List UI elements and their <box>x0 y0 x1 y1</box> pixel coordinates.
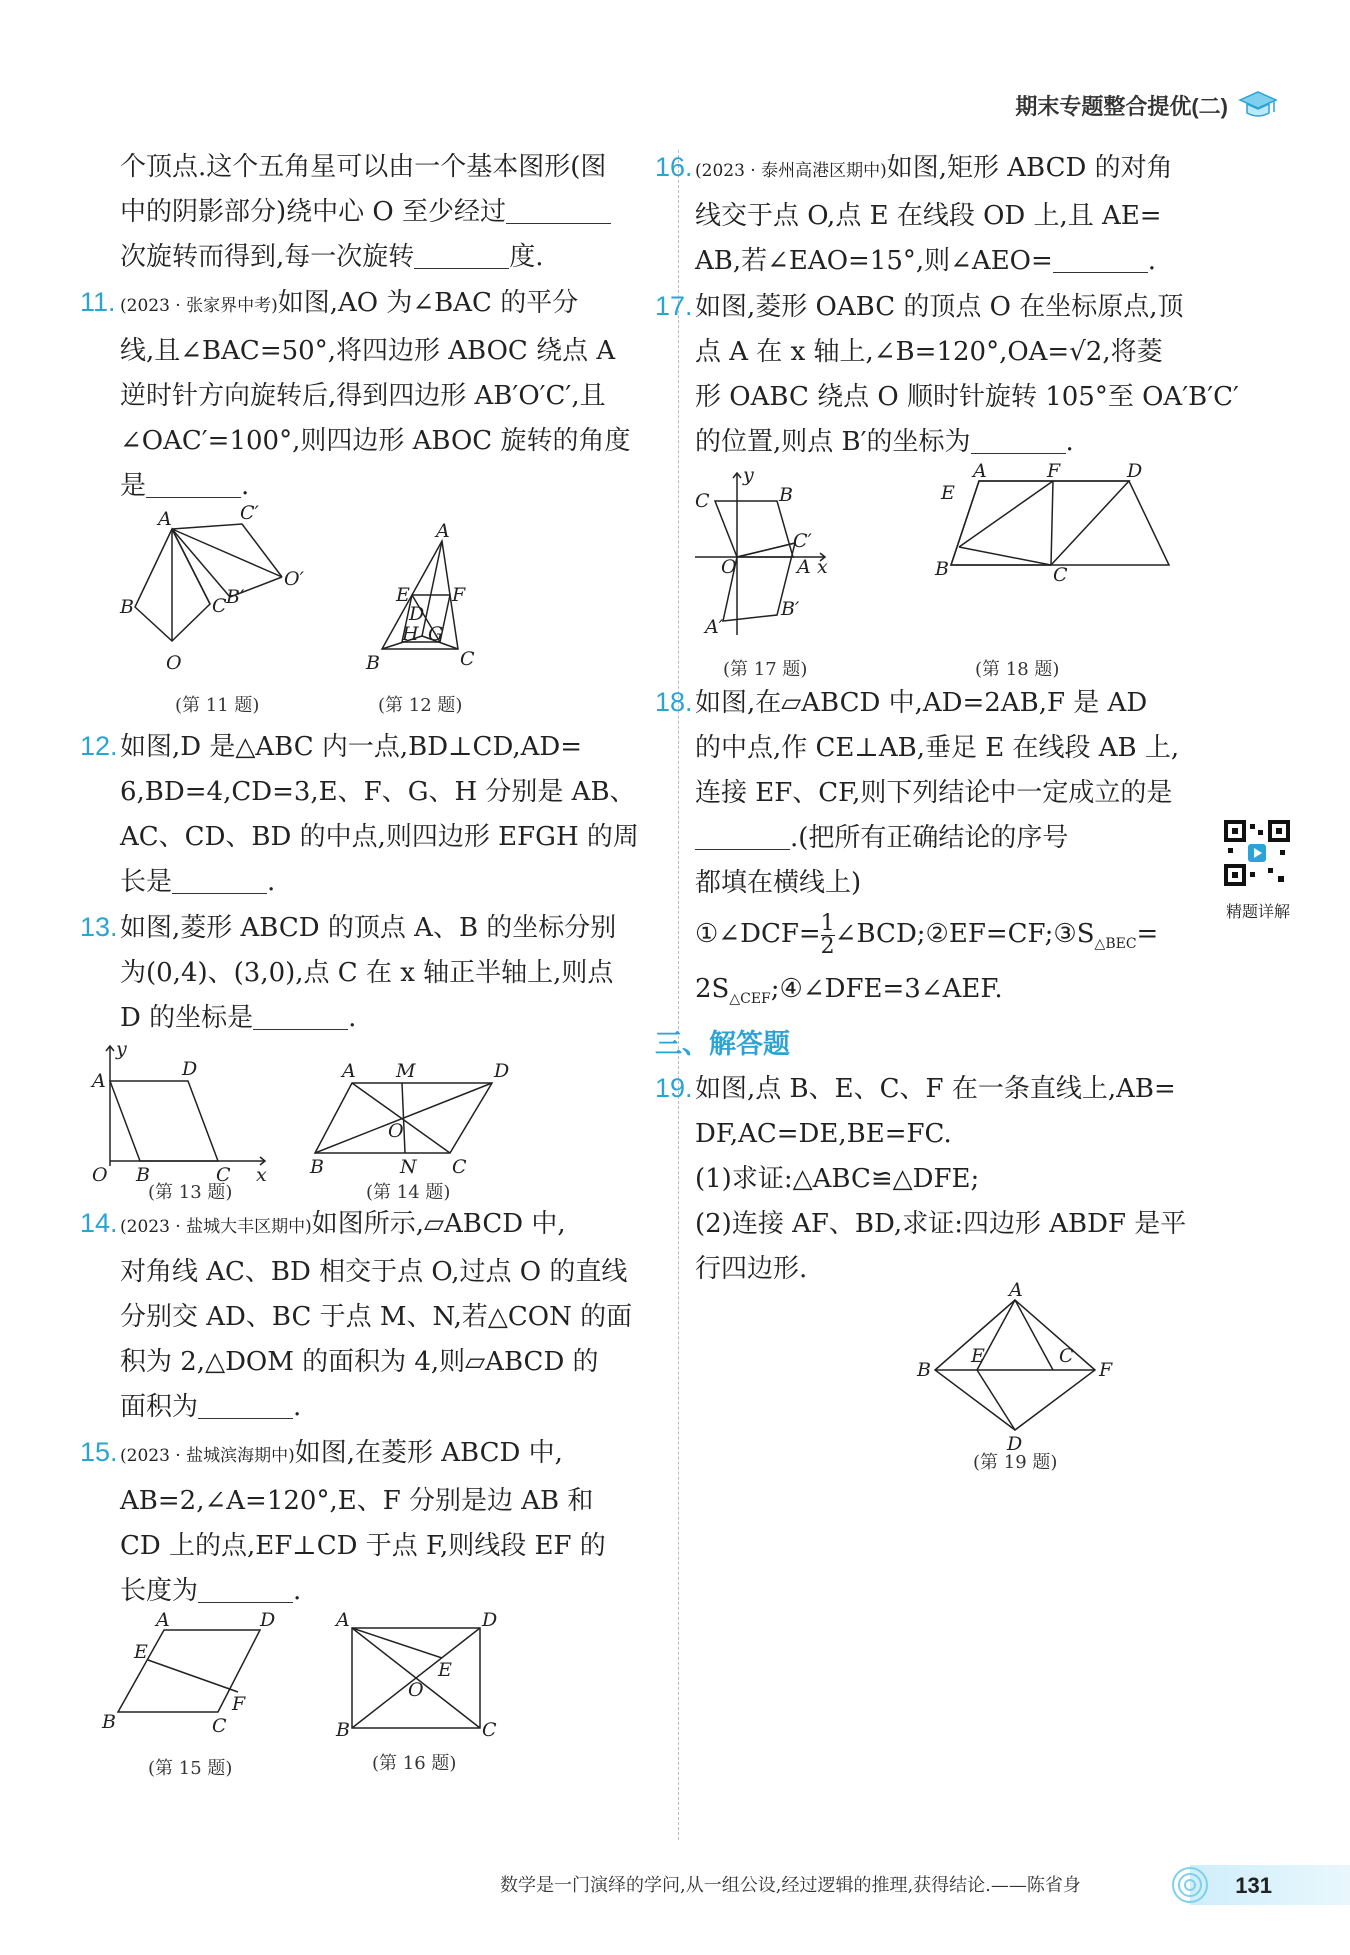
page-number: 131 <box>1235 1873 1272 1898</box>
svg-text:C: C <box>695 490 710 512</box>
problem-number: 13. <box>80 912 118 942</box>
svg-text:D: D <box>182 1058 198 1080</box>
svg-text:E: E <box>971 1345 985 1368</box>
problem-14: 14. (2023 · 盐城大丰区期中)如图所示,▱ABCD 中, 对角线 AC、BD 相交于点 O,过点 O 的直线 分别交 AD、BC 于点 M、N,若△CON 的面 积为 2,△DOM 的面积为 4,则▱ABCD 的 面积为 . <box>120 1201 695 1430</box>
svg-text:E: E <box>396 584 410 606</box>
svg-text:C: C <box>452 1156 467 1178</box>
figure-14-labels <box>309 1060 509 1178</box>
figure-16 <box>352 1628 480 1728</box>
figures-15-16 <box>102 1609 695 1779</box>
text-line: (1)求证:△ABC≌△DFE; <box>695 1164 980 1195</box>
svg-text:B: B <box>136 1164 150 1186</box>
answer-blank[interactable] <box>198 1576 293 1603</box>
figure-14 <box>315 1083 492 1153</box>
svg-text:y: y <box>743 464 754 486</box>
svg-text:H: H <box>402 623 419 645</box>
svg-text:x: x <box>817 556 828 578</box>
figure-17-caption: (第 17 题) <box>723 659 808 680</box>
svg-text:A: A <box>92 1070 106 1092</box>
page-footer <box>500 1871 1081 1897</box>
svg-text:D: D <box>494 1060 510 1082</box>
spiral-icon <box>1170 1865 1210 1905</box>
figure-18-caption: (第 18 题) <box>975 659 1060 680</box>
figures-17-18 <box>695 460 1290 680</box>
svg-text:B′: B′ <box>226 586 245 608</box>
text-line: CD 上的点,EF⊥CD 于点 F,则线段 EF 的 <box>120 1531 606 1561</box>
options-line-2: $2S_{\triangle CEF};④\angle DFE=3\angle AEF$. <box>695 974 1003 1008</box>
answer-blank[interactable] <box>172 867 267 894</box>
problem-15: 15. (2023 · 盐城滨海期中)如图,在菱形 ABCD 中, AB=2,∠A=120°,E、F 分别是边 AB 和 CD 上的点,EF⊥CD 于点 F,则线段 EF 的 长度为 . <box>120 1430 695 1614</box>
svg-text:O′: O′ <box>284 568 304 590</box>
svg-text:E: E <box>134 1641 148 1663</box>
svg-text:F: F <box>232 1693 246 1715</box>
text-line: 为(0,4)、(3,0),点 C 在 x 轴正半轴上,则点 <box>120 958 614 988</box>
svg-text:B: B <box>366 652 380 674</box>
text-line: ∠OAC′=100°,则四边形 ABOC 旋转的角度 <box>120 426 631 456</box>
svg-text:C′: C′ <box>240 502 259 524</box>
svg-text:F: F <box>452 584 466 606</box>
svg-text:O: O <box>388 1120 404 1142</box>
svg-text:C: C <box>212 1715 227 1737</box>
text-line: 6,BD=4,CD=3,E、F、G、H 分别是 AB、 <box>120 777 636 807</box>
text-line: 对角线 AC、BD 相交于点 O,过点 O 的直线 <box>120 1257 628 1287</box>
figure-19-caption: (第 19 题) <box>973 1452 1058 1474</box>
qr-code-icon[interactable] <box>1224 820 1290 886</box>
svg-text:O: O <box>721 556 737 578</box>
svg-text:B: B <box>935 558 949 580</box>
answer-blank[interactable] <box>506 197 611 224</box>
svg-text:N: N <box>400 1156 417 1178</box>
problem-18: 18.如图,在▱ABCD 中,AD=2AB,F 是 AD 的中点,作 CE⊥AB,垂足 E 在线段 AB 上, 连接 EF、CF,则下列结论中一定成立的是 .(把所有正确结论的序号 都填在横线上) 精题详解 ①∠DCF= $\frac{1}{2}$ $\angle BCD;②EF=CF;③S_{\triangle BEC}=$ $2S_{\triangle CEF};④\angle DFE=3\angle AEF$. <box>695 680 1290 1022</box>
svg-text:B′: B′ <box>781 598 800 620</box>
problem-source: (2023 · 张家界中考) <box>120 296 278 316</box>
svg-text:A: A <box>342 1060 356 1082</box>
text-line: 分别交 AD、BC 于点 M、N,若△CON 的面 <box>120 1302 633 1332</box>
svg-text:C: C <box>1053 564 1068 586</box>
problem-number: 11. <box>80 287 116 317</box>
figure-11-caption: (第 11 题) <box>175 695 260 716</box>
problem-source: (2023 · 盐城滨海期中) <box>120 1446 295 1466</box>
footer-quote: 数学是一门演绎的学问,从一组公设,经过逻辑的推理,获得结论.——陈省身 <box>500 1875 1081 1896</box>
svg-text:C: C <box>212 595 227 617</box>
svg-text:B: B <box>779 484 793 506</box>
figure-15-caption: (第 15 题) <box>148 1758 233 1779</box>
answer-blank[interactable] <box>695 823 790 850</box>
figure-18 <box>951 481 1169 565</box>
text-line: (2)连接 AF、BD,求证:四边形 ABDF 是平 <box>695 1209 1187 1240</box>
text-line: 积为 2,△DOM 的面积为 4,则▱ABCD 的 <box>120 1347 599 1377</box>
problem-source: (2023 · 泰州高港区期中) <box>695 161 887 181</box>
text-line: DF,AC=DE,BE=FC. <box>695 1119 952 1150</box>
problem-11: 11. (2023 · 张家界中考)如图,AO 为∠BAC 的平分 线,且∠BAC=50°,将四边形 ABOC 绕点 A 逆时针方向旋转后,得到四边形 AB′O′C′,且 ∠OAC′=100°,则四边形 ABOC 旋转的角度 是 . <box>120 280 695 509</box>
problem-19: 19.如图,点 B、E、C、F 在一条直线上,AB= DF,AC=DE,BE=FC. (1)求证:△ABC≌△DFE; (2)连接 AF、BD,求证:四边形 ABDF 是平 行四边形. <box>695 1066 1290 1292</box>
graduation-cap-icon <box>1238 88 1278 122</box>
svg-text:C′: C′ <box>793 530 812 552</box>
figure-16-labels <box>334 1609 497 1741</box>
svg-text:A: A <box>1009 1279 1023 1302</box>
qr-label: 精题详解 <box>1225 904 1290 921</box>
problem-number: 17. <box>655 291 693 321</box>
header-title: 期末专题整合提优(二) <box>1015 93 1228 119</box>
svg-text:B: B <box>310 1156 324 1178</box>
svg-text:G: G <box>428 623 444 645</box>
figures-11-12 <box>120 502 695 724</box>
answer-blank[interactable] <box>971 427 1066 454</box>
svg-text:A′: A′ <box>705 616 724 638</box>
problem-source: (2023 · 盐城大丰区期中) <box>120 1217 312 1237</box>
text-line: 线交于点 O,点 E 在线段 OD 上,且 AE= <box>695 201 1162 231</box>
svg-text:A: A <box>797 556 811 578</box>
answer-blank[interactable] <box>146 471 241 498</box>
page-header <box>1015 88 1278 122</box>
text-line: 连接 EF、CF,则下列结论中一定成立的是 <box>695 778 1173 808</box>
answer-blank[interactable] <box>198 1392 293 1419</box>
problem-number: 18. <box>655 687 693 717</box>
svg-text:O: O <box>408 1679 424 1701</box>
figure-11-labels <box>119 502 305 674</box>
figure-12-caption: (第 12 题) <box>378 695 463 716</box>
svg-text:x: x <box>256 1164 267 1186</box>
svg-text:D: D <box>260 1609 276 1631</box>
figure-19 <box>695 1279 1290 1474</box>
svg-text:A: A <box>158 508 172 530</box>
text-line: 点 A 在 x 轴上,∠B=120°,OA=√2,将菱 <box>695 337 1163 367</box>
section-heading: 三、解答题 <box>655 1029 790 1060</box>
svg-text:O: O <box>92 1164 108 1186</box>
svg-text:C: C <box>482 1719 497 1741</box>
svg-text:y: y <box>116 1038 127 1060</box>
left-column <box>80 145 695 1779</box>
svg-text:A: A <box>156 1609 170 1631</box>
svg-text:F: F <box>1047 460 1061 482</box>
svg-text:D: D <box>482 1609 498 1631</box>
text-line: AB=2,∠A=120°,E、F 分别是边 AB 和 <box>120 1486 594 1516</box>
text-line: 的中点,作 CE⊥AB,垂足 E 在线段 AB 上, <box>695 733 1180 763</box>
right-column <box>655 145 1290 1474</box>
problem-12: 12.如图,D 是△ABC 内一点,BD⊥CD,AD= 6,BD=4,CD=3,E、F、G、H 分别是 AB、 AC、CD、BD 的中点,则四边形 EFGH 的周 长是 . <box>120 724 695 905</box>
answer-blank[interactable] <box>414 242 509 269</box>
text-line: 个顶点.这个五角星可以由一个基本图形(图 <box>120 152 607 182</box>
svg-text:A: A <box>973 460 987 482</box>
text-line: 行四边形. <box>695 1254 808 1285</box>
figure-14-caption: (第 14 题) <box>366 1182 451 1203</box>
options-line-1: ①∠DCF= $\frac{1}{2}$ $\angle BCD;②EF=CF;③S_{\triangle BEC}=$ <box>695 910 1159 959</box>
figure-13-caption: (第 13 题) <box>148 1182 233 1203</box>
text-line: AC、CD、BD 的中点,则四边形 EFGH 的周 <box>120 822 639 852</box>
figure-13-labels <box>90 1038 267 1186</box>
svg-text:E: E <box>438 1659 452 1681</box>
problem-number: 14. <box>80 1208 118 1238</box>
svg-text:B: B <box>336 1719 350 1741</box>
problem-number: 19. <box>655 1073 693 1104</box>
problem-17: 17.如图,菱形 OABC 的顶点 O 在坐标原点,顶 点 A 在 x 轴上,∠B=120°,OA=√2,将菱 形 OABC 绕点 O 顺时针旋转 105°至 OA′B′C′ 的位置,则点 B′的坐标为 . <box>695 284 1290 465</box>
answer-blank[interactable] <box>253 1003 348 1030</box>
problem-number: 15. <box>80 1437 118 1467</box>
figure-17 <box>695 473 825 635</box>
text-line: 形 OABC 绕点 O 顺时针旋转 105°至 OA′B′C′ <box>695 382 1239 412</box>
svg-text:C: C <box>216 1164 231 1186</box>
svg-text:D: D <box>1127 460 1143 482</box>
svg-text:D: D <box>409 603 425 625</box>
text-line: 都填在横线上) <box>695 868 862 898</box>
svg-text:B: B <box>120 596 134 618</box>
figure-11 <box>135 524 282 641</box>
figure-12-labels <box>365 520 475 674</box>
text-line: 线,且∠BAC=50°,将四边形 ABOC 绕点 A <box>120 336 616 366</box>
problem-number: 12. <box>80 731 118 761</box>
figure-15-labels <box>101 1609 275 1737</box>
text-line: 次旋转而得到,每一次旋转 度. <box>120 242 544 272</box>
text-line: 逆时针方向旋转后,得到四边形 AB′O′C′,且 <box>120 381 606 411</box>
problem-13: 13.如图,菱形 ABCD 的顶点 A、B 的坐标分别 为(0,4)、(3,0),点 C 在 x 轴正半轴上,则点 D 的坐标是 . <box>120 905 695 1041</box>
svg-text:A: A <box>436 520 450 542</box>
svg-text:B: B <box>917 1359 931 1382</box>
svg-text:C: C <box>460 648 475 670</box>
svg-text:M: M <box>396 1060 416 1082</box>
svg-text:A: A <box>336 1609 350 1631</box>
svg-text:B: B <box>102 1711 116 1733</box>
figures-13-14 <box>92 1038 695 1203</box>
svg-text:E: E <box>941 482 955 504</box>
svg-text:F: F <box>1099 1359 1113 1382</box>
svg-text:C: C <box>1059 1345 1074 1368</box>
svg-text:O: O <box>166 652 182 674</box>
svg-text:D: D <box>1007 1433 1023 1456</box>
fraction: $\frac{1}{2}$ <box>820 910 835 959</box>
answer-blank[interactable] <box>1053 246 1148 273</box>
figure-16-caption: (第 16 题) <box>372 1753 457 1774</box>
figure-12 <box>382 541 458 649</box>
text-line: 中的阴影部分)绕中心 O 至少经过 <box>120 190 695 235</box>
problem-16: 16. (2023 · 泰州高港区期中)如图,矩形 ABCD 的对角 线交于点 O,点 E 在线段 OD 上,且 AE= AB,若∠EAO=15°,则∠AEO= . <box>695 145 1290 284</box>
problem-10-tail <box>120 145 695 280</box>
problem-number: 16. <box>655 152 693 182</box>
